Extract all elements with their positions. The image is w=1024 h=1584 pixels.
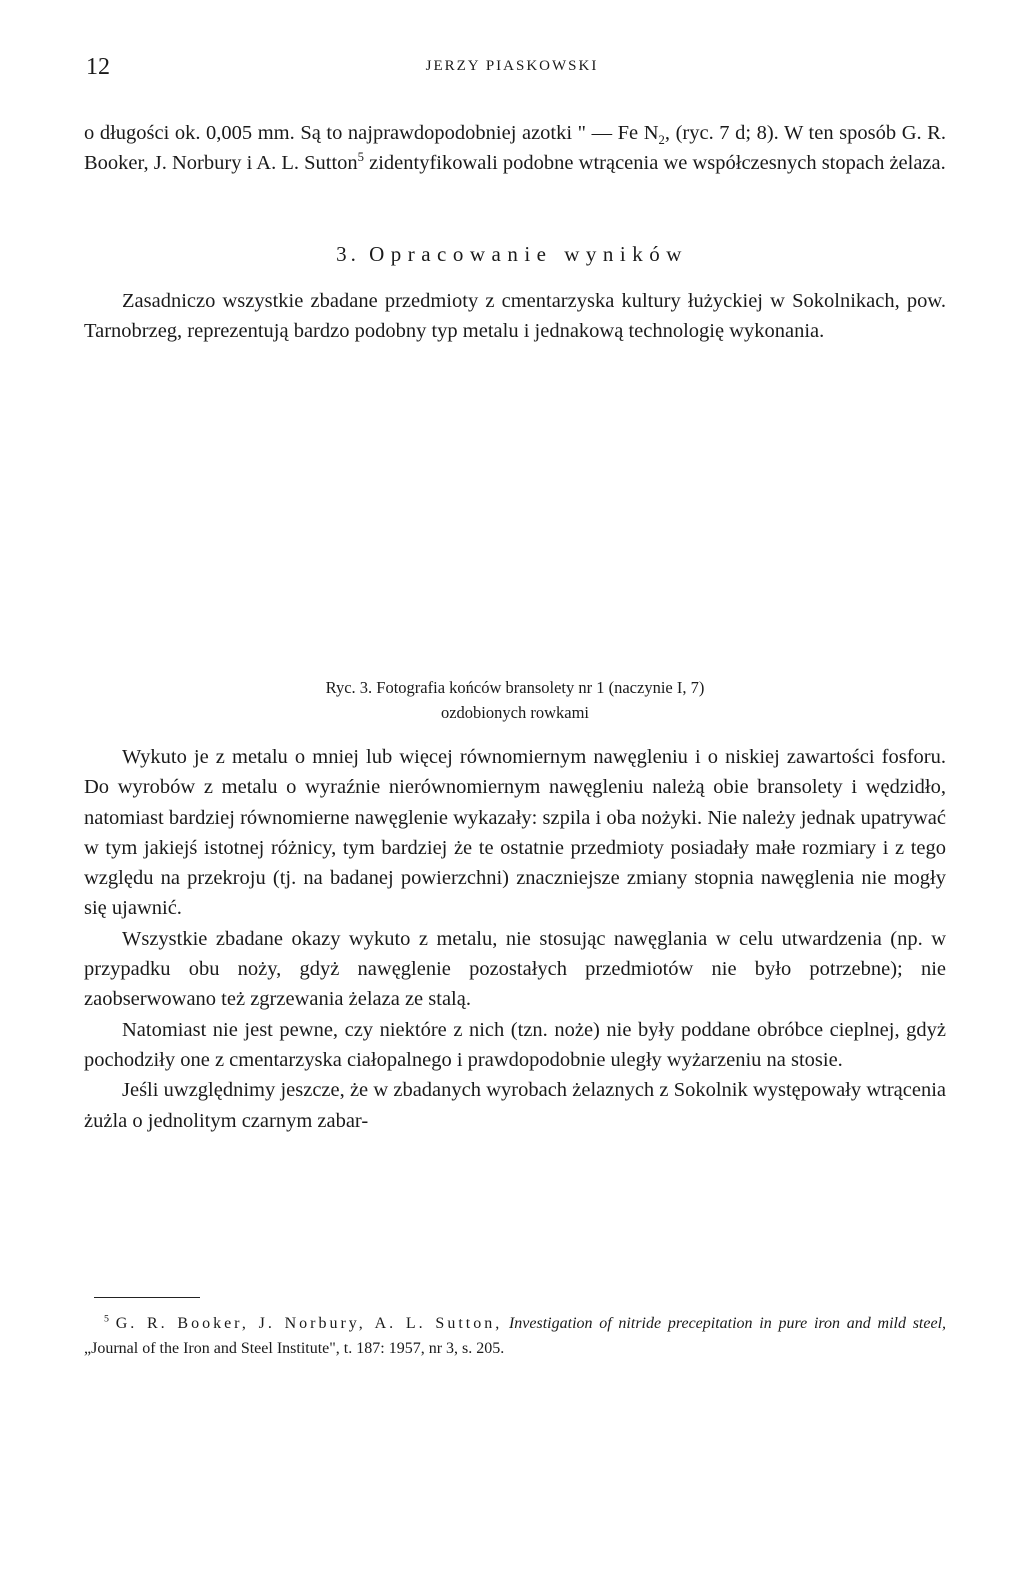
footnote-title: Investigation of nitride precepitation in pure iron and mild steel, <box>508 1315 947 1332</box>
section-title: Opracowanie wyników <box>369 242 688 266</box>
caption-line: ozdobionych rowkami <box>440 703 589 722</box>
footnotes <box>84 1311 946 1361</box>
running-header <box>82 52 942 82</box>
paragraph: Wykuto je z metalu o mniej lub więcej równomiernym nawęgleniu i o niskiej zawartości fosforu. Do wyrobów z metalu o wyraźnie nierównomiernym nawęgleniu należą obie bransolety i wędzidło, natomiast bardziej równomierne nawęglenie wykazały: szpila i oba nożyki. Nie należy jednak upatrywać w tym jakiejś istotnej różnicy, tym bardziej że te ostatnie przedmioty posiadały małe rozmiary i z tego względu na przekroju (tj. na badanej powierzchni) znaczniejsze zmiany stopnia nawęglenia nie mogły się ujawnić. <box>84 746 946 920</box>
footnote-reference: 5 <box>357 150 365 165</box>
body-text-top <box>84 118 946 179</box>
page-number: 12 <box>86 54 110 80</box>
footnote <box>84 1311 946 1361</box>
section-heading <box>0 242 1024 267</box>
paragraph: Natomiast nie jest pewne, czy niektóre z nich (tzn. noże) nie były poddane obróbce cieplnej, gdyż pochodziły one z cmentarzyska ciałopalnego i prawdopodobnie uległy wyżarzeniu na stosie. <box>84 1018 946 1071</box>
subscript: 2 <box>658 133 665 148</box>
footnote-divider <box>94 1297 200 1298</box>
caption-line: Ryc. 3. Fotografia końców bransolety nr 1 (naczynie I, 7) <box>325 678 705 697</box>
running-title: JERZY PIASKOWSKI <box>425 58 599 74</box>
footnote-authors: G. R. Booker, J. Norbury, A. L. Sutton, <box>115 1315 503 1332</box>
section-number: 3. <box>336 242 360 266</box>
footnote-mark: 5 <box>104 1313 109 1325</box>
footnote-citation: „Journal of the Iron and Steel Institute", t. 187: 1957, nr 3, s. 205. <box>84 1340 505 1357</box>
paragraph: Jeśli uwzględnimy jeszcze, że w zbadanych wyrobach żelaznych z Sokolnik występowały wtrącenia żużla o jednolitym czarnym zabar- <box>84 1079 946 1132</box>
figure-caption <box>84 675 946 725</box>
paragraph-text: , (ryc. 7 d; 8). W ten sposób G. R. Booker, J. Norbury i A. L. Sutton <box>84 122 946 175</box>
paragraph: Zasadniczo wszystkie zbadane przedmioty z cmentarzyska kultury łużyckiej w Sokolnikach, pow. Tarnobrzeg, reprezentują bardzo podobny typ metalu i jednakową technologię wykonania. <box>84 290 946 343</box>
paragraph-text: zidentyfikowali podobne wtrącenia we współczesnych stopach żelaza. <box>364 152 946 175</box>
body-text-bottom <box>84 742 946 1136</box>
body-text-middle <box>84 286 946 347</box>
paragraph-continuation <box>84 118 946 179</box>
paragraph: Wszystkie zbadane okazy wykuto z metalu, nie stosując nawęglania w celu utwardzenia (np. w przypadku obu noży, gdyż nawęglenie pozostałych przedmiotów nie było potrzebne); nie zaobserwowano też zgrzewania żelaza ze stalą. <box>84 927 946 1011</box>
paragraph-text: o długości ok. 0,005 mm. Są to najprawdopodobniej azotki " — Fe N <box>84 122 659 144</box>
